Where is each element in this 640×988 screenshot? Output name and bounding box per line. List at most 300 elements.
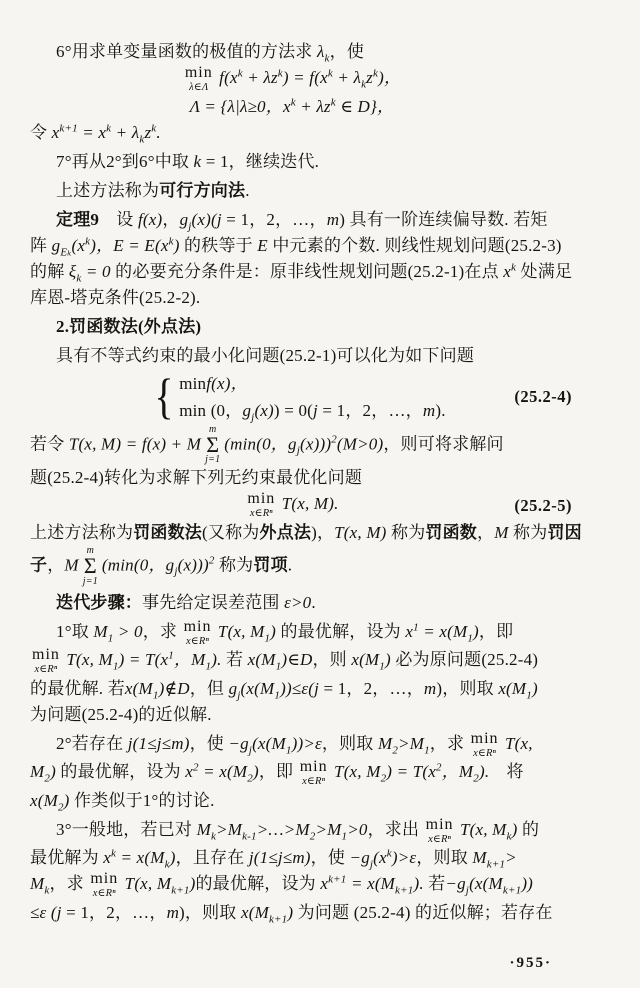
text-segment: 罚项	[253, 555, 288, 575]
text-segment: j=1	[205, 454, 221, 466]
text-segment: = x(M	[346, 874, 396, 894]
text-segment: 2	[193, 761, 199, 774]
text-segment: 外点法	[259, 522, 312, 542]
equation-number: (25.2-4)	[514, 386, 572, 406]
text-segment: λ∈Λ	[189, 82, 209, 93]
text-segment: ).	[211, 650, 222, 670]
text-segment: )	[50, 762, 56, 782]
text-segment: )，	[378, 68, 402, 88]
text-segment: )	[252, 762, 259, 782]
text-segment: 若令	[30, 433, 69, 453]
text-segment: ) = T(x	[118, 650, 169, 670]
text-segment: (x	[71, 235, 86, 255]
text-segment: >	[505, 848, 517, 868]
text-segment: = 1，继续迭代.	[201, 151, 320, 171]
text-segment: ))	[521, 874, 534, 894]
text-segment: = 0	[81, 261, 111, 281]
text-segment: T(x,	[500, 733, 533, 753]
formula-line	[179, 370, 445, 397]
text-segment: = 1，2，…，	[61, 902, 167, 922]
text-line	[30, 871, 614, 900]
text-segment: k+1	[328, 873, 347, 886]
text-segment: 若	[428, 874, 446, 894]
text-segment: k	[511, 260, 517, 273]
page-number: ·955·	[509, 955, 552, 971]
text-segment: 中元素的个数. 则线性规划问题(25.2-3)	[267, 235, 562, 255]
text-segment: m	[86, 544, 95, 556]
text-segment: ) = f(x	[282, 68, 328, 88]
text-segment: −g	[349, 848, 370, 868]
text-segment: min	[183, 617, 212, 635]
min-operator	[185, 65, 213, 94]
equation-number: (25.2-5)	[514, 495, 572, 515]
text-segment: ) 具有一阶连续偏导数. 若矩	[339, 209, 548, 229]
text-segment: 罚因	[547, 522, 582, 542]
text-segment: x∈Rⁿ	[249, 508, 273, 520]
text-segment: 事先给定误差范围	[142, 592, 285, 612]
text-segment: 1	[107, 632, 114, 645]
text-segment: g	[179, 209, 189, 229]
text-segment: 必为原问题(25.2-4)	[390, 650, 539, 670]
text-segment: j	[174, 565, 178, 578]
text-segment: x∈Rⁿ	[302, 776, 326, 788]
text-segment: k+1	[268, 913, 288, 926]
text-segment: ，求出	[367, 819, 424, 839]
text-segment: λ	[316, 42, 325, 61]
text-segment: M	[93, 621, 108, 641]
text-segment: >M	[398, 733, 425, 753]
text-segment: = 1，2，…，	[317, 400, 423, 420]
text-segment: 1	[168, 649, 174, 662]
text-segment: g	[228, 678, 238, 698]
text-segment: min	[90, 870, 119, 888]
text-segment: ，则取	[416, 848, 473, 868]
text-line	[30, 520, 614, 546]
text-segment: ，	[47, 555, 65, 575]
text-segment: k	[361, 78, 367, 91]
text-segment: m	[423, 678, 437, 698]
text-segment: k	[330, 95, 336, 108]
text-segment: j	[313, 400, 318, 420]
text-segment: = x(M	[418, 621, 468, 641]
system-rows	[179, 370, 445, 424]
text-segment: 定理9	[56, 209, 100, 229]
text-segment: ))≤ε(j	[280, 678, 320, 698]
min-operator	[300, 759, 328, 788]
text-segment: )	[173, 235, 180, 255]
text-segment: 的最优解，设为	[276, 621, 406, 641]
text-segment: k	[106, 121, 112, 134]
text-segment: 阵	[30, 235, 52, 255]
text-segment: ).	[478, 762, 490, 782]
text-line	[30, 285, 614, 311]
text-segment: ，但	[189, 678, 229, 698]
text-line	[30, 149, 614, 175]
text-segment: (x)	[254, 400, 274, 420]
text-segment: 2	[208, 554, 215, 567]
text-segment: ，求	[429, 733, 469, 753]
equation-system	[30, 369, 614, 425]
text-segment: (M>0)	[336, 433, 384, 453]
text-line	[30, 590, 614, 616]
text-segment: x(M	[498, 678, 527, 698]
text-segment: M	[196, 819, 211, 839]
text-segment: M	[30, 762, 45, 782]
text-segment: T(x, M	[120, 874, 172, 894]
text-segment: ，使	[329, 42, 365, 61]
text-line	[30, 817, 614, 846]
text-segment: min	[32, 646, 60, 664]
text-segment: ε>0	[284, 592, 312, 612]
text-segment: 罚函数	[425, 522, 478, 542]
text-segment: j	[248, 744, 253, 757]
text-segment: )	[473, 621, 479, 641]
text-segment: (x)(j	[191, 209, 222, 229]
text-segment: 1	[205, 660, 212, 673]
text-segment: 罚函数法	[133, 522, 203, 542]
text-segment: = x	[77, 122, 107, 142]
text-segment: 作类似于1°的讨论.	[69, 790, 215, 810]
text-segment: 1°取	[56, 621, 94, 641]
text-segment: 2	[435, 761, 442, 774]
text-segment: k	[277, 67, 283, 80]
text-segment: )	[63, 790, 70, 810]
text-line	[30, 65, 614, 94]
text-line	[30, 259, 614, 285]
text-segment: g	[242, 400, 252, 420]
text-segment: 1	[285, 744, 292, 757]
text-segment: 处满足	[516, 261, 573, 281]
text-segment: x∈Rⁿ	[473, 747, 497, 759]
text-segment: min	[247, 490, 276, 508]
text-segment: (min(0，g	[101, 555, 175, 575]
text-line	[30, 314, 614, 340]
text-segment: ，即	[258, 762, 298, 782]
text-segment: j	[251, 410, 255, 423]
text-segment: T(x, M)	[334, 522, 387, 542]
text-segment: )∉D	[158, 678, 190, 698]
text-segment: x(M	[124, 678, 153, 698]
text-segment: 上述方法称为	[56, 180, 160, 200]
text-segment: ).	[435, 400, 446, 420]
text-segment: j	[188, 219, 192, 232]
text-segment: 称为	[214, 555, 254, 575]
text-segment: k	[210, 830, 217, 843]
text-segment: 2°若存在	[56, 733, 128, 753]
text-segment: M	[64, 555, 79, 575]
text-segment: T(x, M) = f(x) + M	[68, 433, 202, 453]
text-segment: 的解	[30, 261, 69, 281]
text-line	[30, 178, 614, 204]
text-segment: >M	[216, 819, 243, 839]
text-line	[30, 343, 614, 369]
text-segment: k	[151, 121, 157, 134]
text-segment: x∈Rⁿ	[34, 664, 58, 676]
sum-operator	[83, 546, 98, 587]
text-segment: .	[311, 592, 316, 612]
text-segment: ，则可将求解问	[383, 433, 504, 453]
text-segment: x(M	[30, 790, 58, 810]
text-segment: Σ	[206, 431, 220, 457]
text-segment: k	[290, 95, 296, 108]
text-segment: (x(M	[252, 733, 286, 753]
text-line	[30, 619, 614, 648]
text-segment: min (0，	[179, 400, 243, 420]
text-segment: k	[193, 151, 202, 171]
text-segment: M	[377, 733, 393, 753]
text-segment: 令	[30, 122, 52, 142]
text-segment: min	[184, 64, 213, 81]
text-segment: 1	[341, 830, 348, 843]
text-segment: k	[76, 271, 82, 284]
text-segment: Σ	[83, 552, 97, 578]
text-segment: 2	[57, 801, 64, 814]
text-segment: min	[299, 758, 328, 776]
text-segment: x	[503, 261, 512, 281]
text-segment: 具有不等式约束的最小化问题(25.2-1)可以化为如下问题	[56, 345, 475, 365]
text-segment: k+1	[486, 858, 506, 871]
text-segment: j(1≤j≤m)	[248, 848, 311, 868]
text-segment: )	[270, 621, 277, 641]
text-segment: x	[103, 848, 111, 868]
text-segment: k+1	[171, 884, 190, 897]
text-segment: k	[237, 67, 243, 80]
sum-operator	[205, 425, 220, 466]
text-segment: x	[185, 762, 194, 782]
text-segment: 的秩等于	[179, 235, 258, 255]
text-segment: 题(25.2-4)转化为求解下列无约束最优化问题	[30, 468, 363, 488]
text-segment: 若	[221, 650, 248, 670]
brace-icon: {	[154, 368, 174, 424]
text-segment: 1	[379, 660, 385, 673]
text-segment: 2	[392, 744, 399, 757]
text-segment: ξ	[68, 261, 77, 281]
text-segment: f(x)，	[206, 373, 248, 393]
text-segment: M	[30, 874, 45, 894]
text-segment: )	[189, 874, 196, 894]
text-segment: −g	[228, 733, 249, 753]
text-segment: k	[139, 132, 145, 145]
text-line	[30, 731, 614, 760]
text-segment: 库恩-塔克条件(25.2-2).	[30, 287, 201, 307]
text-segment: 为问题(25.2-4)的近似解.	[30, 704, 212, 724]
text-segment: ，求	[142, 621, 182, 641]
text-segment: .	[156, 122, 161, 142]
text-segment: ，求	[49, 874, 89, 894]
page-content	[30, 39, 614, 926]
text-segment: k+1	[502, 884, 522, 897]
text-segment: x	[320, 874, 329, 894]
text-segment: )，	[311, 522, 335, 542]
text-segment: m	[209, 423, 217, 435]
text-segment: 1	[275, 660, 282, 673]
text-line	[30, 647, 614, 676]
text-segment: 2	[247, 772, 253, 785]
text-segment: k	[85, 234, 91, 247]
text-segment: min	[470, 729, 499, 747]
text-segment: ).	[413, 874, 429, 894]
text-segment: j	[296, 444, 300, 457]
text-segment: 2	[309, 830, 316, 843]
text-line	[30, 39, 614, 65]
text-segment: (x	[373, 848, 387, 868]
text-segment: ，使	[310, 848, 350, 868]
text-segment: k	[44, 884, 50, 897]
text-segment: k+1	[395, 884, 414, 897]
text-segment: M	[494, 522, 509, 542]
text-line	[30, 425, 614, 466]
text-segment: = x(M	[198, 762, 248, 782]
text-segment: ，	[477, 522, 495, 542]
text-segment: 的最优解，设为	[55, 762, 186, 782]
text-segment: k	[168, 234, 174, 247]
text-segment: j=1	[82, 575, 98, 587]
text-segment: g	[51, 235, 61, 255]
text-line	[30, 233, 614, 259]
text-segment: 1	[152, 689, 159, 702]
text-segment: 1	[424, 744, 430, 757]
text-segment: (min(0，g	[224, 433, 297, 453]
text-segment: 上述方法称为	[30, 522, 134, 542]
text-segment: )，E = E(x	[90, 235, 169, 255]
min-operator	[247, 491, 275, 520]
text-segment: Eₖ	[60, 245, 72, 258]
min-operator	[184, 619, 212, 648]
text-segment: m	[326, 209, 340, 229]
text-segment: = x(M	[116, 848, 165, 868]
text-segment: )>ε	[391, 848, 417, 868]
text-line	[30, 94, 614, 120]
text-segment: + λ	[111, 122, 140, 142]
text-segment: 2	[380, 772, 387, 785]
text-segment: Λ = {λ|λ≥0，x	[189, 96, 291, 116]
text-line	[30, 546, 614, 587]
text-segment: x(M	[240, 902, 269, 922]
text-segment: T(x, M	[329, 762, 381, 782]
text-segment: 1	[112, 660, 119, 673]
text-segment: 1	[274, 689, 281, 702]
text-segment: x(M	[247, 650, 276, 670]
text-segment: 迭代步骤：	[56, 592, 142, 612]
text-segment: ≤ε (j	[30, 902, 62, 922]
text-line	[30, 465, 614, 491]
text-segment: k	[324, 52, 330, 65]
text-segment: x∈Rⁿ	[186, 635, 209, 647]
formula-line	[179, 397, 445, 424]
text-segment: = 1，2，…，	[319, 678, 424, 698]
text-segment: 最优解为	[30, 848, 104, 868]
text-segment: >M	[315, 819, 342, 839]
text-segment: k	[164, 858, 170, 871]
text-segment: )	[169, 848, 176, 868]
text-segment: )	[531, 678, 538, 698]
text-segment: f(x	[214, 68, 238, 88]
text-segment: >0	[347, 819, 368, 839]
text-segment: j	[369, 858, 374, 871]
text-segment: ，则	[312, 650, 352, 670]
text-segment: )，则取	[179, 902, 241, 922]
text-line	[30, 845, 614, 871]
text-line	[30, 759, 614, 788]
text-segment: j	[237, 689, 241, 702]
text-segment: 为问题 (25.2-4) 的近似解；若存在	[293, 902, 553, 922]
text-segment: 将	[489, 762, 524, 782]
text-segment: k	[386, 847, 392, 860]
text-segment: ，则取	[321, 733, 378, 753]
text-line	[30, 120, 614, 146]
text-segment: > 0	[113, 621, 143, 641]
text-segment: ) = 0(	[273, 400, 314, 420]
text-segment: 7°再从2°到6°中取	[56, 151, 194, 171]
text-segment: 的必要充分条件是：原非线性规划问题(25.2-1)在点	[110, 261, 504, 281]
min-operator	[90, 871, 118, 900]
text-line	[30, 207, 614, 233]
text-segment: k	[506, 830, 512, 843]
text-line	[30, 676, 614, 702]
text-segment: >…>M	[256, 819, 310, 839]
text-segment: ) = T(x	[386, 762, 436, 782]
text-segment: ，M	[173, 650, 206, 670]
text-segment: T(x, M	[61, 650, 113, 670]
text-segment: 2	[331, 433, 337, 446]
text-segment: )，则取	[436, 678, 499, 698]
text-segment: )	[385, 650, 391, 670]
text-segment: x∈Rⁿ	[428, 833, 452, 845]
text-segment: ))>ε	[291, 733, 322, 753]
text-segment: (又称为	[202, 522, 260, 542]
text-line	[30, 491, 614, 520]
text-segment: k	[327, 67, 333, 80]
min-operator	[426, 817, 454, 846]
text-segment: .	[287, 555, 293, 575]
text-segment: (x)))	[299, 433, 332, 453]
text-segment: f(x)	[137, 209, 163, 229]
text-segment: 2	[44, 772, 51, 785]
text-segment: x(M	[351, 650, 380, 670]
text-segment: T(x, M	[455, 819, 507, 839]
text-segment: z	[366, 68, 373, 88]
text-segment: 的最优解. 若	[30, 678, 125, 698]
text-segment: + λ	[332, 68, 362, 88]
text-segment: (x)))	[177, 555, 209, 575]
text-segment: 称为	[508, 522, 548, 542]
text-segment: )	[511, 819, 518, 839]
text-segment: ，且存在	[175, 848, 249, 868]
text-segment: E	[257, 235, 268, 255]
text-segment: ，即	[478, 621, 514, 641]
text-segment: 6°用求单变量函数的极值的方法求	[56, 42, 317, 61]
text-segment: .	[245, 180, 250, 200]
text-segment: min	[179, 373, 207, 393]
text-segment: 的	[517, 819, 540, 839]
text-segment: k-1	[242, 830, 257, 843]
text-segment: 3°一般地，若已对	[56, 819, 197, 839]
text-segment: M	[472, 848, 487, 868]
text-segment: min	[425, 815, 454, 833]
text-segment: (x(M	[469, 874, 503, 894]
text-segment: T(x, M).	[277, 494, 339, 514]
text-segment: 2.罚函数法(外点法)	[56, 316, 202, 336]
text-segment: 设	[99, 209, 138, 229]
text-line	[30, 788, 614, 814]
text-segment: 称为	[386, 522, 426, 542]
text-segment: z	[144, 122, 152, 142]
text-segment: k+1	[59, 121, 78, 134]
text-segment: x∈Rⁿ	[92, 888, 116, 900]
text-segment: 1	[264, 632, 271, 645]
text-segment: 的最优解，设为	[195, 874, 321, 894]
text-segment: x	[51, 122, 60, 142]
